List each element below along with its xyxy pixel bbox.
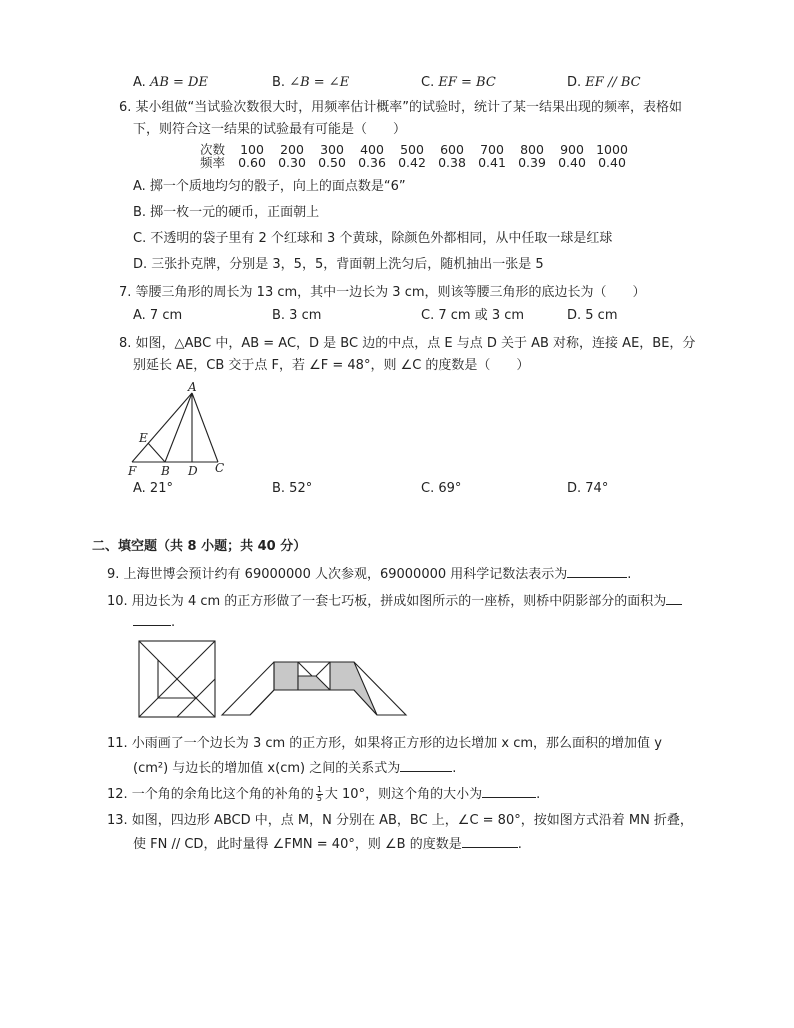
table-cell: 600: [440, 142, 464, 157]
q8-option-a: A. 21°: [133, 481, 173, 496]
q9-stem: 9. 上海世博会预计约有 69000000 人次参观，69000000 用科学记数法表示为 .: [107, 567, 632, 582]
q11-stem-line1: 11. 小雨画了一个边长为 3 cm 的正方形，如果将正方形的边长增加 x cm，那么面积的增加值 y: [107, 736, 662, 751]
table-cell: 0.60: [238, 155, 266, 170]
table-cell: 0.36: [358, 155, 386, 170]
table-cell: 400: [360, 142, 384, 157]
label-a: A: [188, 380, 197, 394]
segment-af: [132, 393, 192, 462]
table-cell: 0.41: [478, 155, 506, 170]
table-cell: 300: [320, 142, 344, 157]
table-cell: 0.30: [278, 155, 306, 170]
q7-option-b: B. 3 cm: [272, 308, 322, 323]
q10-stem-line1: 10. 用边长为 4 cm 的正方形做了一套七巧板，拼成如图所示的一座桥，则桥中阴影部分的面积为: [107, 592, 682, 611]
q13-stem-line1: 13. 如图，四边形 ABCD 中，点 M，N 分别在 AB，BC 上，∠C = 80°，按如图方式沿着 MN 折叠，: [107, 813, 693, 828]
table-cell: 700: [480, 142, 504, 157]
section-title-fill-in: 二、填空题（共 8 小题；共 40 分）: [92, 539, 307, 554]
q5-option-b: B. ∠B = ∠E: [272, 75, 350, 90]
q8-stem-line1: 8. 如图，△ABC 中，AB = AC，D 是 BC 边的中点，点 E 与点 D 关于 AB 对称，连接 AE，BE，分: [119, 336, 696, 351]
table-cell: 200: [280, 142, 304, 157]
bridge-edge: [298, 662, 312, 676]
q10-tangram-square: [138, 640, 218, 720]
piece-edges-lower: [158, 679, 196, 698]
q6-frequency-row: [200, 156, 632, 169]
q8-option-d: D. 74°: [567, 481, 609, 496]
table-cell: 0.50: [318, 155, 346, 170]
table-row-label: 次数: [200, 142, 226, 157]
table-row-label: 频率: [200, 155, 226, 170]
q13-stem-line2: 使 FN // CD，此时量得 ∠FMN = 40°，则 ∠B 的度数是 .: [133, 837, 522, 852]
q7-stem: 7. 等腰三角形的周长为 13 cm，其中一边长为 3 cm，则该等腰三角形的底边长为（ ）: [119, 285, 646, 300]
table-cell: 800: [520, 142, 544, 157]
segment-ac: [192, 393, 218, 462]
q5-option-c: C. EF = BC: [421, 75, 496, 90]
q8-triangle-figure: [120, 380, 230, 480]
q6-option-a: A. 掷一个质地均匀的骰子，向上的面点数是“6”: [133, 179, 406, 194]
piece-edges-top: [139, 641, 215, 679]
fraction: $\frac{1}{5}$: [316, 785, 322, 803]
answer-blank[interactable]: [400, 759, 452, 772]
table-cell: 0.38: [438, 155, 466, 170]
answer-blank[interactable]: [567, 565, 627, 578]
q7-option-a: A. 7 cm: [133, 308, 183, 323]
table-cell: 900: [560, 142, 584, 157]
q6-stem-line1: 6. 某小组做“当试验次数很大时，用频率估计概率”的试验时，统计了某一结果出现的频率，表格如: [119, 100, 683, 115]
q10-tangram-bridge: [220, 658, 410, 718]
answer-blank[interactable]: [666, 592, 682, 605]
answer-blank-continued[interactable]: [133, 613, 171, 626]
shaded-piece-left: [274, 662, 298, 690]
shaded-piece-center: [298, 676, 330, 690]
label-b: B: [161, 464, 170, 478]
q6-option-d: D. 三张扑克牌，分别是 3，5，5，背面朝上洗匀后，随机抽出一张是 5: [133, 257, 544, 272]
shaded-piece-right: [330, 662, 377, 715]
table-cell: 500: [400, 142, 424, 157]
q6-option-c: C. 不透明的袋子里有 2 个红球和 3 个黄球，除颜色外都相同，从中任取一球是红球: [133, 231, 613, 246]
table-cell: 0.40: [598, 155, 626, 170]
q6-stem-line2: 下，则符合这一结果的试验最有可能是（ ）: [133, 122, 407, 137]
q6-option-b: B. 掷一枚一元的硬币，正面朝上: [133, 205, 320, 220]
q7-option-c: C. 7 cm 或 3 cm: [421, 308, 525, 323]
label-e: E: [139, 431, 148, 445]
table-cell: 0.40: [558, 155, 586, 170]
table-cell: 100: [240, 142, 264, 157]
table-cell: 0.39: [518, 155, 546, 170]
q6-frequency-table: [200, 143, 632, 169]
q12-stem: 12. 一个角的余角比这个角的补角的 $\frac{1}{5}$ 大 10°，则这个角的大小为 .: [107, 785, 541, 803]
table-cell: 0.42: [398, 155, 426, 170]
bridge-edge: [250, 690, 274, 715]
q5-option-d: D. EF // BC: [567, 75, 641, 90]
q8-option-b: B. 52°: [272, 481, 313, 496]
piece-edge-inner: [196, 698, 215, 717]
label-d: D: [188, 464, 198, 478]
label-f: F: [128, 464, 137, 478]
bridge-edge: [316, 662, 330, 676]
answer-blank[interactable]: [482, 785, 536, 798]
q8-option-c: C. 69°: [421, 481, 462, 496]
q10-stem-line2: .: [133, 613, 175, 632]
q7-option-d: D. 5 cm: [567, 308, 618, 323]
label-c: C: [215, 461, 225, 475]
q5-option-a: A. AB = DE: [133, 75, 208, 90]
q11-stem-line2: (cm²) 与边长的增加值 x(cm) 之间的关系式为 .: [133, 761, 457, 776]
table-cell: 1000: [596, 142, 628, 157]
answer-blank[interactable]: [462, 835, 518, 848]
segment-ab: [165, 393, 192, 462]
segment-be: [148, 443, 165, 462]
q8-stem-line2: 别延长 AE，CB 交于点 F，若 ∠F = 48°，则 ∠C 的度数是（ ）: [133, 358, 530, 373]
